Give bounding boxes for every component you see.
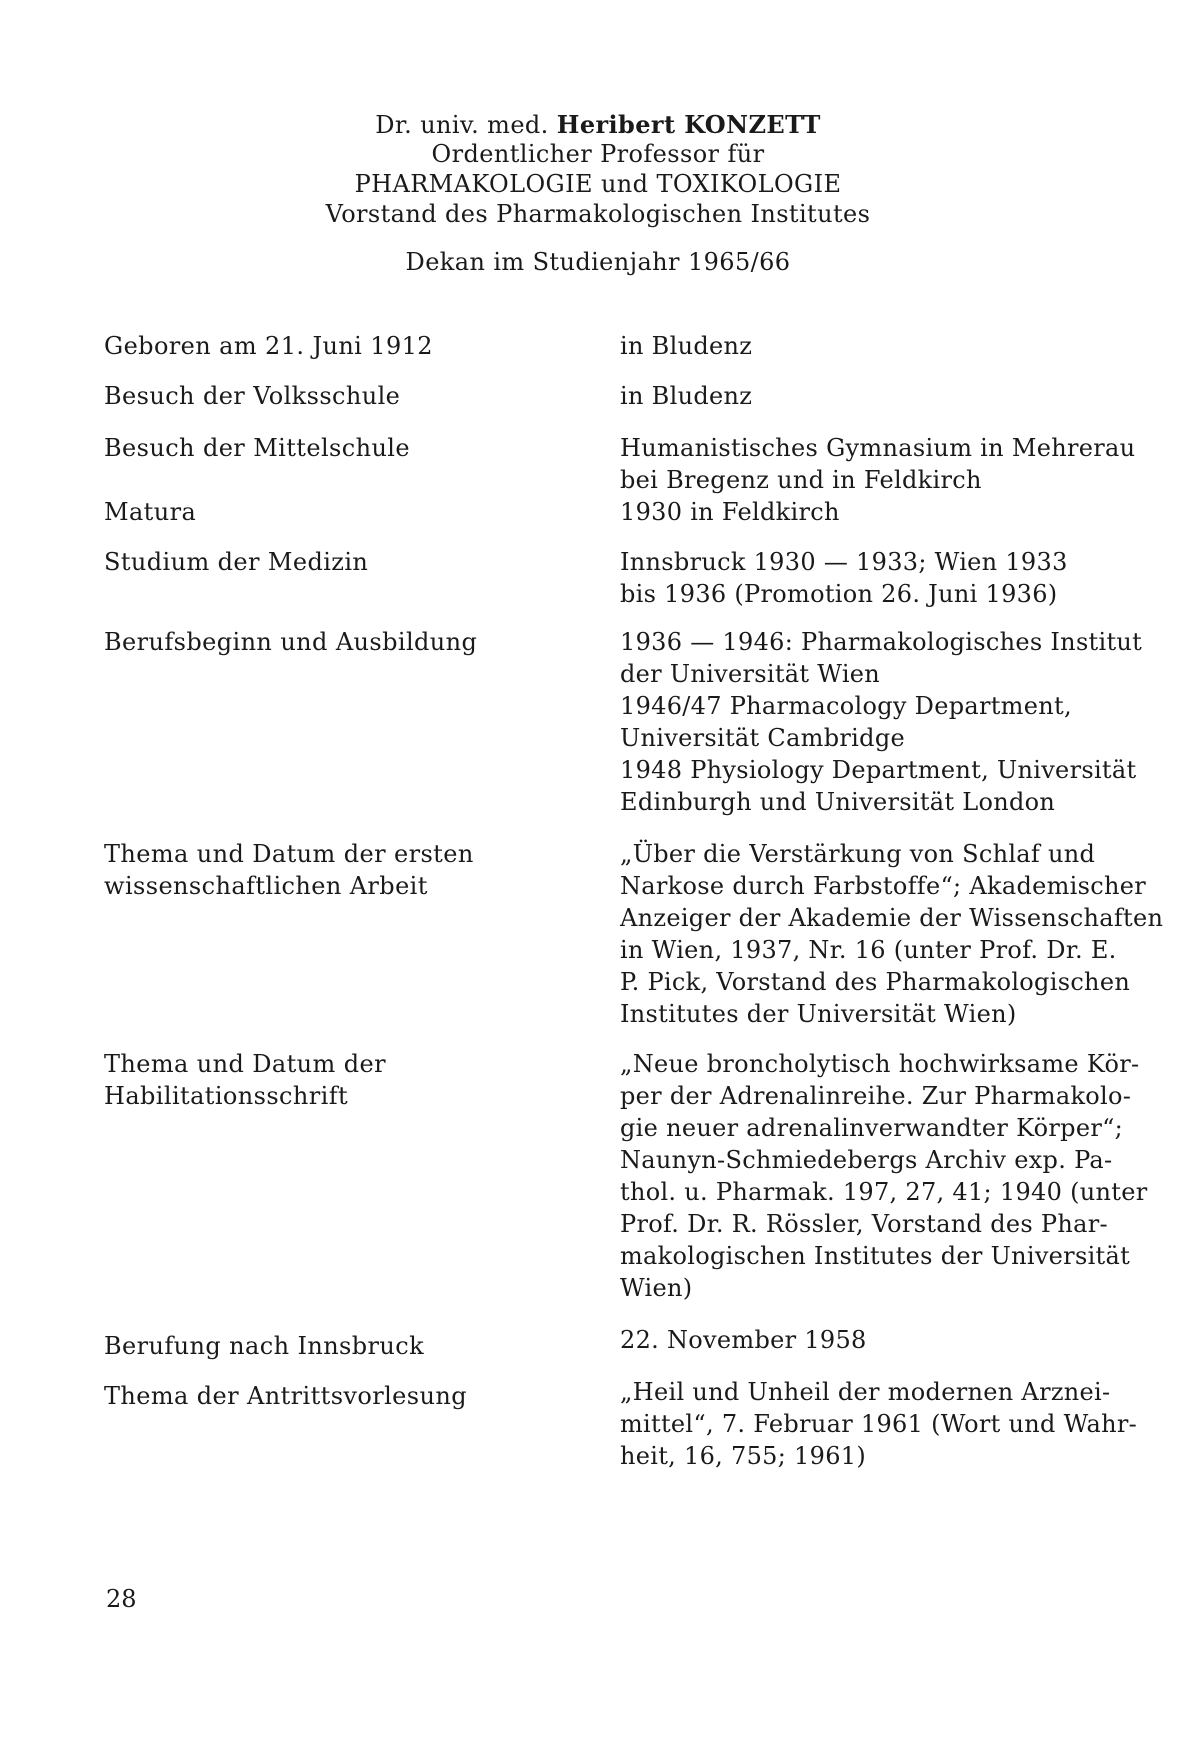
label-line: Thema und Datum der ersten <box>104 840 474 868</box>
value-line: Anzeiger der Akademie der Wissenschaften <box>620 904 1164 932</box>
cv-row-value <box>620 496 1090 528</box>
value-line: gie neuer adrenalinverwandter Körper“; <box>620 1114 1124 1142</box>
value-line: Institutes der Universität Wien) <box>620 1000 1017 1028</box>
value-line: heit, 16, 755; 1961) <box>620 1442 866 1470</box>
value-line: 1946/47 Pharmacology Department, <box>620 692 1072 720</box>
label-line: Studium der Medizin <box>104 548 369 576</box>
cv-row-label <box>104 432 574 464</box>
cv-row-label <box>104 496 574 528</box>
cv-row-value <box>620 626 1143 818</box>
value-line: Innsbruck 1930 — 1933; Wien 1933 <box>620 548 1068 576</box>
value-line: der Universität Wien <box>620 660 881 688</box>
header-position: Ordentlicher Professor für <box>431 140 765 168</box>
label-line: Berufung nach Innsbruck <box>104 1332 425 1360</box>
value-line: Prof. Dr. R. Rössler, Vorstand des Phar- <box>620 1210 1108 1238</box>
value-line: 1936 — 1946: Pharmakologisches Institut <box>620 628 1143 656</box>
value-line: Wien) <box>620 1274 693 1302</box>
label-line: Habilitationsschrift <box>104 1082 349 1110</box>
value-line: Narkose durch Farbstoffe“; Akademischer <box>620 872 1147 900</box>
cv-row-label <box>104 1330 574 1362</box>
label-line: Thema der Antrittsvorlesung <box>104 1382 467 1410</box>
page-number: 28 <box>106 1585 137 1613</box>
value-line: 22. November 1958 <box>620 1326 867 1354</box>
value-line: Universität Cambridge <box>620 724 905 752</box>
cv-row-value <box>620 380 1090 412</box>
cv-row-value <box>620 432 1136 496</box>
value-line: bis 1936 (Promotion 26. Juni 1936) <box>620 580 1058 608</box>
value-line: in Wien, 1937, Nr. 16 (unter Prof. Dr. E. <box>620 936 1117 964</box>
value-line: Edinburgh und Universität London <box>620 788 1056 816</box>
header-name-line <box>0 110 1196 139</box>
label-line: Besuch der Mittelschule <box>104 434 410 462</box>
value-line: 1948 Physiology Department, Universität <box>620 756 1137 784</box>
value-line: in Bludenz <box>620 332 753 360</box>
name-prefix: Dr. univ. med. <box>375 111 549 139</box>
value-line: per der Adrenalinreihe. Zur Pharmakolo- <box>620 1082 1132 1110</box>
cv-row-label <box>104 626 574 658</box>
label-line: wissenschaftlichen Arbeit <box>104 872 428 900</box>
label-line: Besuch der Volksschule <box>104 382 401 410</box>
cv-row-value <box>620 838 1164 1030</box>
cv-row-value <box>620 546 1090 610</box>
cv-row-value <box>620 330 1090 362</box>
header-role: Vorstand des Pharmakologischen Institutes <box>325 200 871 228</box>
value-line: bei Bregenz und in Feldkirch <box>620 466 982 494</box>
person-name: Heribert KONZETT <box>556 110 821 139</box>
label-line: Berufsbeginn und Ausbildung <box>104 628 478 656</box>
label-line: Geboren am 21. Juni 1912 <box>104 332 433 360</box>
value-line: 1930 in Feldkirch <box>620 498 840 526</box>
value-line: Naunyn-Schmiedebergs Archiv exp. Pa- <box>620 1146 1113 1174</box>
cv-row-label <box>104 546 574 578</box>
cv-row-label <box>104 838 574 902</box>
cv-row-label <box>104 330 574 362</box>
value-line: „Heil und Unheil der modernen Arznei- <box>620 1378 1111 1406</box>
value-line: Humanistisches Gymnasium in Mehrerau <box>620 434 1136 462</box>
value-line: thol. u. Pharmak. 197, 27, 41; 1940 (unter <box>620 1178 1148 1206</box>
value-line: makologischen Institutes der Universität <box>620 1242 1131 1270</box>
value-line: mittel“, 7. Februar 1961 (Wort und Wahr- <box>620 1410 1138 1438</box>
label-line: Thema und Datum der <box>104 1050 386 1078</box>
value-line: „Neue broncholytisch hochwirksame Kör- <box>620 1050 1140 1078</box>
header-subject: PHARMAKOLOGIE und TOXIKOLOGIE <box>354 170 842 198</box>
cv-row-value <box>620 1048 1148 1304</box>
cv-row-value <box>620 1376 1138 1472</box>
value-line: in Bludenz <box>620 382 753 410</box>
cv-row-label <box>104 1380 574 1412</box>
value-line: „Über die Verstärkung von Schlaf und <box>620 840 1096 868</box>
cv-row-label <box>104 1048 574 1112</box>
value-line: P. Pick, Vorstand des Pharmakologischen <box>620 968 1131 996</box>
cv-row-label <box>104 380 574 412</box>
label-line: Matura <box>104 498 197 526</box>
header-dean: Dekan im Studienjahr 1965/66 <box>405 248 791 276</box>
cv-row-value <box>620 1324 1090 1356</box>
